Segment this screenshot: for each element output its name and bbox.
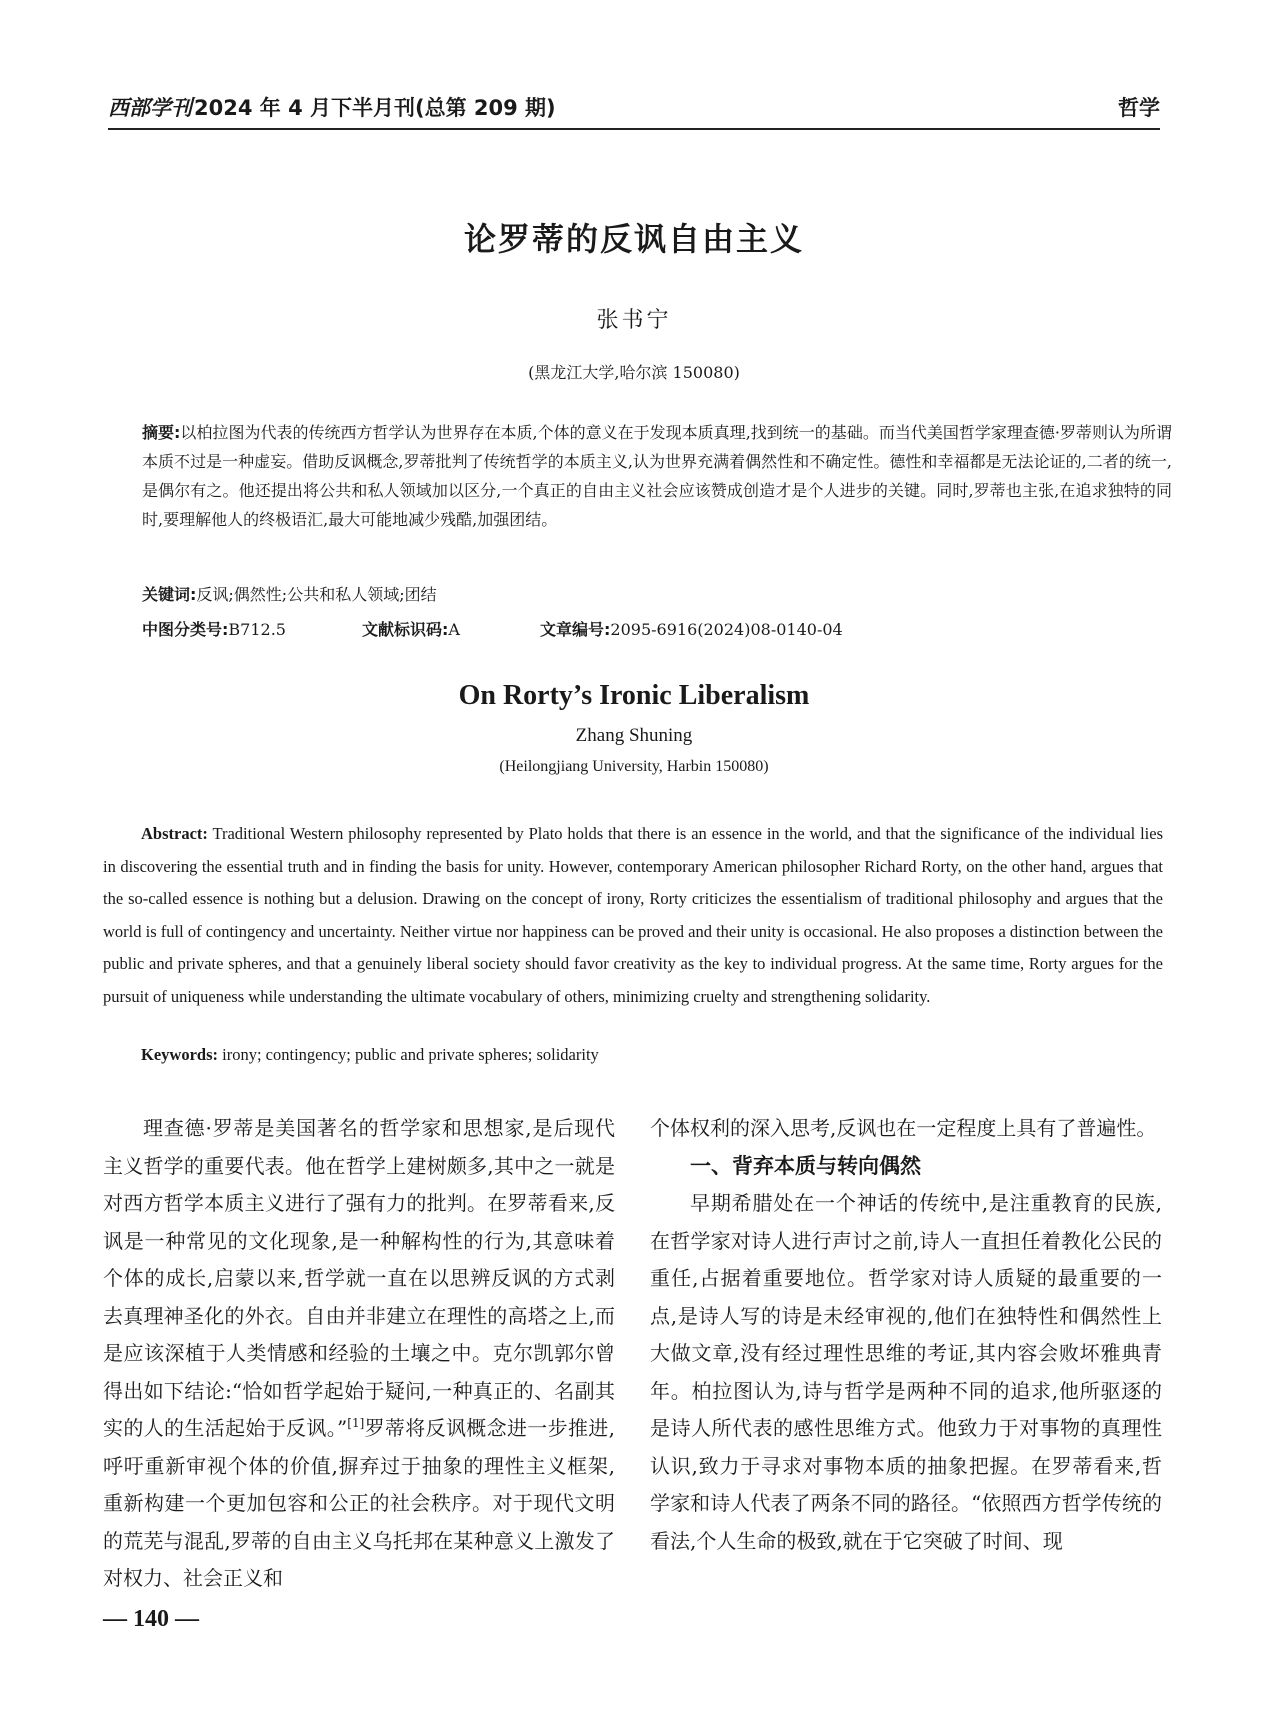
affiliation-en: (Heilongjiang University, Harbin 150080) [499, 758, 769, 775]
doc-value: A [448, 620, 460, 639]
keywords-cn [142, 582, 437, 605]
title-en: On Rorty’s Ironic Liberalism [458, 680, 810, 711]
abstract-en-label: Abstract: [141, 824, 208, 843]
body-text: 理查德·罗蒂是美国著名的哲学家和思想家,是后现代主义哲学的重要代表。他在哲学上建树颇多,其中之一就是对西方哲学本质主义进行了强有力的批判。在罗蒂看来,反讽是一种常见的文化现象,是一种解构性的行为,其意味着个体的成长,启蒙以来,哲学就一直在以思辨反讽的方式剥去真理神圣化的外衣。自由并非建立在理性的高塔之上,而是应该深植于人类情感和经验的土壤之中。克尔凯郭尔曾得出如下结论:“恰如哲学起始于疑问,一种真正的、名副其实的人的生活起始于反讽。” [103, 1116, 615, 1440]
author-cn: 张书宁 [596, 308, 672, 333]
section-label: 哲学 [1118, 96, 1160, 120]
keywords-en-text: irony; contingency; public and private spheres; solidarity [222, 1045, 599, 1064]
abstract-cn-label: 摘要: [142, 423, 181, 442]
abstract-en [103, 818, 1163, 1013]
abstract-cn [142, 418, 1172, 534]
doc-code [362, 617, 460, 640]
body-column-left [103, 1110, 615, 1598]
keywords-en-label: Keywords: [141, 1045, 218, 1064]
article-value: 2095-6916(2024)08-0140-04 [610, 620, 843, 639]
journal-issue [108, 92, 556, 122]
abstract-en-text: Traditional Western philosophy represented by Plato holds that there is an essence in the world, and that the significance of the individual lies in discovering the essential truth and in finding the basis for unity. However, contemporary American philosopher Richard Rorty, on the other hand, argues that the so-called essence is nothing but a delusion. Drawing on the concept of irony, Rorty criticizes the essentialism of traditional philosophy and argues that the world is full of contingency and uncertainty. Neither virtue nor happiness can be proved and their unity is occasional. He also proposes a distinction between the public and private spheres, and that a genuinely liberal society should favor creativity as the key to individual progress. At the same time, Rorty argues for the pursuit of uniqueness while understanding the ultimate vocabulary of others, minimizing cruelty and strengthening solidarity. [103, 824, 1163, 1006]
clc-number [142, 617, 286, 640]
body-text: 罗蒂将反讽概念进一步推进,呼吁重新审视个体的价值,摒弃过于抽象的理性主义框架,重新构建一个更加包容和公正的社会秩序。对于现代文明的荒芜与混乱,罗蒂的自由主义乌托邦在某种意义上激发了对权力、社会正义和 [103, 1416, 615, 1590]
citation-ref: [1] [347, 1416, 365, 1430]
body-paragraph: 早期希腊处在一个神话的传统中,是注重教育的民族,在哲学家对诗人进行声讨之前,诗人一直担任着教化公民的重任,占据着重要地位。哲学家对诗人质疑的最重要的一点,是诗人写的诗是未经审视的,他们在独特性和偶然性上大做文章,没有经过理性思维的考证,其内容会败坏雅典青年。柏拉图认为,诗与哲学是两种不同的追求,他所驱逐的是诗人所代表的感性思维方式。他致力于对事物的真理性认识,致力于寻求对事物本质的抽象把握。在罗蒂看来,哲学家和诗人代表了两条不同的路径。“依照西方哲学传统的看法,个人生命的极致,就在于它突破了时间、现 [650, 1191, 1162, 1553]
keywords-cn-text: 反讽;偶然性;公共和私人领域;团结 [196, 585, 437, 604]
author-en: Zhang Shuning [575, 725, 693, 746]
doc-label: 文献标识码: [362, 620, 449, 639]
title-cn: 论罗蒂的反讽自由主义 [463, 220, 804, 258]
body-paragraph: 个体权利的深入思考,反讽也在一定程度上具有了普遍性。 [650, 1116, 1157, 1140]
body-paragraph [103, 1110, 615, 1598]
clc-label: 中图分类号: [142, 620, 229, 639]
article-label: 文章编号: [540, 620, 611, 639]
running-header [108, 88, 1160, 130]
journal-logo: 西部学刊 [108, 96, 192, 120]
affiliation-cn: (黑龙江大学,哈尔滨 150080) [528, 363, 740, 382]
page-number: — 140 — [103, 1606, 199, 1632]
section-heading: 一、背弃本质与转向偶然 [690, 1153, 921, 1178]
article-number [540, 617, 843, 640]
keywords-cn-label: 关键词: [142, 585, 197, 604]
body-column-right [650, 1110, 1162, 1560]
issue-text: 2024 年 4 月下半月刊(总第 209 期) [194, 96, 556, 120]
keywords-en [141, 1045, 599, 1065]
clc-value: B712.5 [228, 620, 286, 639]
abstract-cn-text: 以柏拉图为代表的传统西方哲学认为世界存在本质,个体的意义在于发现本质真理,找到统一的基础。而当代美国哲学家理查德·罗蒂则认为所谓本质不过是一种虚妄。借助反讽概念,罗蒂批判了传统哲学的本质主义,认为世界充满着偶然性和不确定性。德性和幸福都是无法论证的,二者的统一,是偶尔有之。他还提出将公共和私人领域加以区分,一个真正的自由主义社会应该赞成创造才是个人进步的关键。同时,罗蒂也主张,在追求独特的同时,要理解他人的终极语汇,最大可能地减少残酷,加强团结。 [142, 423, 1172, 529]
